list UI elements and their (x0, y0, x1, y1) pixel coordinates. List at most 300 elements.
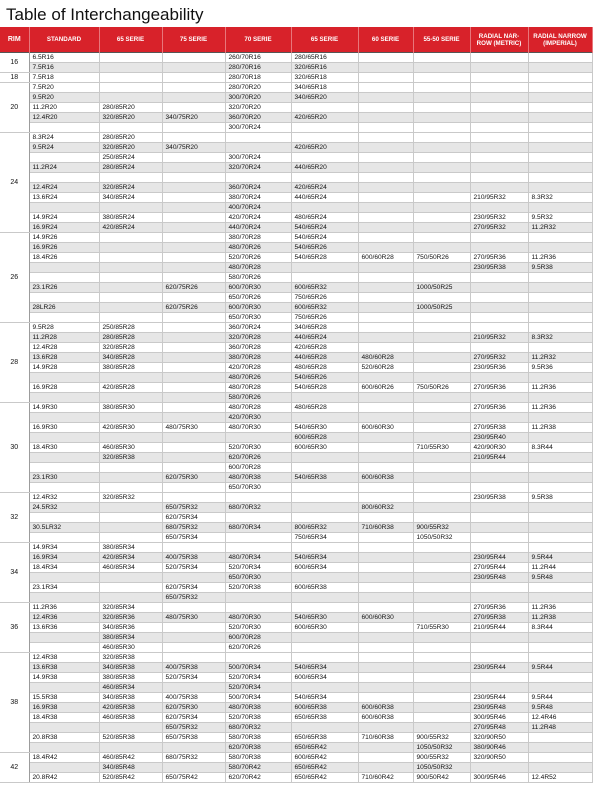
table-cell (358, 343, 413, 353)
table-cell: 11.2R38 (528, 423, 592, 433)
table-cell (413, 213, 470, 223)
table-cell: 600/60R30 (358, 423, 413, 433)
table-cell: 340/85R36 (99, 623, 162, 633)
table-cell: 650/65R42 (291, 743, 358, 753)
table-cell (358, 513, 413, 523)
table-cell: 320/85R20 (99, 143, 162, 153)
table-row (0, 583, 592, 593)
table-cell: 540/65R34 (291, 693, 358, 703)
table-cell (162, 173, 225, 183)
table-cell (99, 583, 162, 593)
table-cell (358, 543, 413, 553)
table-cell (29, 393, 99, 403)
table-cell (99, 233, 162, 243)
table-cell (413, 613, 470, 623)
table-cell (162, 443, 225, 453)
table-cell: 460/85R38 (99, 713, 162, 723)
table-cell (413, 463, 470, 473)
table-cell (99, 523, 162, 533)
table-row (0, 743, 592, 753)
table-row (0, 433, 592, 443)
table-cell: 380/85R28 (99, 363, 162, 373)
table-cell (162, 453, 225, 463)
table-cell (29, 293, 99, 303)
table-cell: 340/85R24 (99, 193, 162, 203)
table-cell (528, 523, 592, 533)
table-cell: 460/85R30 (99, 643, 162, 653)
table-cell (413, 233, 470, 243)
table-cell: 420/70R28 (225, 363, 291, 373)
table-cell (291, 203, 358, 213)
table-cell (470, 293, 528, 303)
table-cell (291, 393, 358, 403)
table-cell (528, 233, 592, 243)
table-cell: 300/70R24 (225, 123, 291, 133)
table-cell: 650/75R34 (162, 533, 225, 543)
table-cell (29, 413, 99, 423)
table-cell: 210/95R44 (470, 453, 528, 463)
table-cell (413, 653, 470, 663)
table-row (0, 643, 592, 653)
table-cell: 620/75R34 (162, 513, 225, 523)
table-cell (358, 83, 413, 93)
table-cell: 650/65R42 (291, 763, 358, 773)
table-cell: 320/90R50 (470, 733, 528, 743)
table-cell (528, 453, 592, 463)
table-row (0, 53, 592, 63)
table-cell (358, 403, 413, 413)
table-cell: 650/70R30 (225, 313, 291, 323)
table-cell: 11.2R20 (29, 103, 99, 113)
table-cell: 750/65R26 (291, 313, 358, 323)
table-cell: 500/70R34 (225, 693, 291, 703)
table-cell (358, 193, 413, 203)
table-cell: 710/55R30 (413, 443, 470, 453)
table-cell: 11.2R36 (29, 603, 99, 613)
table-cell: 11.2R36 (528, 253, 592, 263)
table-cell (225, 143, 291, 153)
table-cell: 320/85R38 (99, 453, 162, 463)
table-row (0, 193, 592, 203)
table-cell (413, 503, 470, 513)
table-cell (162, 103, 225, 113)
table-cell (470, 313, 528, 323)
table-cell (291, 653, 358, 663)
table-cell (29, 593, 99, 603)
table-row (0, 663, 592, 673)
table-cell: 320/85R20 (99, 113, 162, 123)
table-cell: 460/85R30 (99, 443, 162, 453)
table-cell: 440/65R28 (291, 353, 358, 363)
table-cell (528, 673, 592, 683)
table-cell: 900/55R32 (413, 523, 470, 533)
table-cell: 280/70R18 (225, 73, 291, 83)
table-cell (358, 563, 413, 573)
table-cell: 480/70R30 (225, 423, 291, 433)
table-cell: 340/85R28 (99, 353, 162, 363)
table-cell: 9.5R44 (528, 663, 592, 673)
table-cell (413, 643, 470, 653)
table-cell: 9.5R44 (528, 553, 592, 563)
table-cell: 480/70R38 (225, 473, 291, 483)
table-cell (162, 643, 225, 653)
table-cell (528, 413, 592, 423)
table-cell (528, 73, 592, 83)
table-cell (162, 343, 225, 353)
table-row (0, 453, 592, 463)
table-header (0, 27, 592, 53)
table-cell (162, 493, 225, 503)
table-cell: 320/85R32 (99, 493, 162, 503)
table-cell: 270/95R36 (470, 403, 528, 413)
table-cell: 16.9R24 (29, 223, 99, 233)
table-cell (99, 253, 162, 263)
table-cell (358, 683, 413, 693)
table-cell (413, 393, 470, 403)
table-cell: 14.9R24 (29, 213, 99, 223)
table-cell: 520/70R38 (225, 583, 291, 593)
table-cell (413, 173, 470, 183)
table-cell (291, 603, 358, 613)
table-cell: 30.5LR32 (29, 523, 99, 533)
table-cell: 650/65R38 (291, 713, 358, 723)
table-cell (470, 643, 528, 653)
table-cell (413, 513, 470, 523)
table-cell: 9.5R38 (528, 263, 592, 273)
table-cell: 320/70R20 (225, 103, 291, 113)
table-cell (162, 263, 225, 273)
table-cell (413, 493, 470, 503)
table-cell: 360/70R24 (225, 323, 291, 333)
table-cell: 420/85R34 (99, 553, 162, 563)
table-row (0, 323, 592, 333)
table-row (0, 133, 592, 143)
table-cell: 540/65R34 (291, 663, 358, 673)
table-cell (99, 283, 162, 293)
table-cell (528, 643, 592, 653)
table-cell (528, 103, 592, 113)
table-cell (291, 593, 358, 603)
table-row (0, 73, 592, 83)
table-cell (470, 503, 528, 513)
table-cell: 11.2R32 (528, 353, 592, 363)
table-cell: 600/60R28 (358, 253, 413, 263)
table-cell: 600/65R34 (291, 563, 358, 573)
table-cell (291, 123, 358, 133)
table-cell (528, 183, 592, 193)
table-cell (413, 683, 470, 693)
table-cell: 600/70R28 (225, 463, 291, 473)
table-cell: 18.4R26 (29, 253, 99, 263)
table-cell: 650/65R42 (291, 773, 358, 783)
table-cell (413, 433, 470, 443)
table-cell: 420/65R24 (291, 183, 358, 193)
table-cell (528, 513, 592, 523)
table-cell: 14.9R30 (29, 403, 99, 413)
table-row (0, 733, 592, 743)
table-cell: 420/85R38 (99, 703, 162, 713)
table-cell (162, 63, 225, 73)
table-cell (470, 323, 528, 333)
table-cell: 9.5R48 (528, 703, 592, 713)
table-cell (413, 243, 470, 253)
table-cell (413, 713, 470, 723)
table-cell: 9.5R48 (528, 573, 592, 583)
table-cell (528, 393, 592, 403)
table-cell: 600/65R32 (291, 303, 358, 313)
table-row (0, 423, 592, 433)
table-cell: 600/65R38 (291, 583, 358, 593)
table-cell (162, 763, 225, 773)
table-cell: 18.4R42 (29, 753, 99, 763)
table-cell (29, 723, 99, 733)
table-cell: 620/75R26 (162, 283, 225, 293)
table-cell: 520/70R34 (225, 683, 291, 693)
table-cell: 580/70R42 (225, 763, 291, 773)
table-row (0, 343, 592, 353)
table-cell (358, 213, 413, 223)
table-cell: 600/65R38 (291, 703, 358, 713)
table-cell: 520/70R34 (225, 563, 291, 573)
table-cell: 14.9R38 (29, 673, 99, 683)
table-cell (99, 173, 162, 183)
table-row (0, 483, 592, 493)
table-cell (358, 133, 413, 143)
table-cell: 480/70R34 (225, 553, 291, 563)
table-cell (413, 373, 470, 383)
table-cell: 11.2R38 (528, 613, 592, 623)
table-row (0, 403, 592, 413)
table-cell: 7.5R18 (29, 73, 99, 83)
table-cell: 8.3R32 (528, 193, 592, 203)
table-cell (413, 123, 470, 133)
table-cell (162, 233, 225, 243)
table-cell: 11.2R24 (29, 163, 99, 173)
table-cell: 250/85R28 (99, 323, 162, 333)
table-row (0, 173, 592, 183)
table-cell: 600/70R30 (225, 303, 291, 313)
table-cell (291, 683, 358, 693)
table-cell (470, 133, 528, 143)
table-cell: 340/85R48 (99, 763, 162, 773)
table-cell (162, 413, 225, 423)
table-cell (528, 463, 592, 473)
table-cell: 650/70R30 (225, 483, 291, 493)
table-cell (358, 653, 413, 663)
table-cell: 620/75R30 (162, 703, 225, 713)
table-cell (413, 353, 470, 363)
table-cell (470, 303, 528, 313)
table-cell: 800/60R32 (358, 503, 413, 513)
table-cell (358, 493, 413, 503)
table-cell (358, 453, 413, 463)
table-cell: 650/70R26 (225, 293, 291, 303)
table-cell (291, 513, 358, 523)
table-cell (162, 313, 225, 323)
table-cell (29, 273, 99, 283)
table-cell (470, 543, 528, 553)
table-cell: 620/75R34 (162, 583, 225, 593)
table-cell (99, 293, 162, 303)
header-70-serie: 70 SERIE (225, 27, 291, 53)
table-cell (470, 683, 528, 693)
table-cell: 900/55R32 (413, 733, 470, 743)
table-cell (358, 603, 413, 613)
table-cell: 650/65R38 (291, 733, 358, 743)
table-row (0, 143, 592, 153)
table-cell (413, 573, 470, 583)
table-cell: 540/65R30 (291, 613, 358, 623)
table-cell: 300/95R46 (470, 713, 528, 723)
table-cell: 300/70R20 (225, 93, 291, 103)
header-55-50-serie: 55-50 SERIE (413, 27, 470, 53)
table-cell: 13.6R38 (29, 663, 99, 673)
table-cell (29, 463, 99, 473)
table-cell: 270/95R38 (470, 613, 528, 623)
table-cell (470, 633, 528, 643)
table-cell (99, 393, 162, 403)
header-standard: STANDARD (29, 27, 99, 53)
table-row (0, 233, 592, 243)
table-cell: 9.5R32 (528, 213, 592, 223)
table-cell: 1050/50R32 (413, 763, 470, 773)
table-row (0, 503, 592, 513)
table-cell: 420/65R20 (291, 113, 358, 123)
table-cell: 420/85R28 (99, 383, 162, 393)
table-cell (99, 63, 162, 73)
table-row (0, 273, 592, 283)
table-cell (413, 593, 470, 603)
table-row (0, 713, 592, 723)
table-cell (413, 403, 470, 413)
table-cell (528, 133, 592, 143)
table-row (0, 493, 592, 503)
rim-cell: 30 (0, 403, 29, 493)
table-cell: 13.6R28 (29, 353, 99, 363)
table-cell (99, 503, 162, 513)
table-cell (528, 753, 592, 763)
table-cell: 710/60R38 (358, 733, 413, 743)
table-row (0, 653, 592, 663)
table-cell: 540/65R26 (291, 243, 358, 253)
table-cell (528, 473, 592, 483)
table-row (0, 223, 592, 233)
table-cell (29, 513, 99, 523)
table-cell: 600/65R28 (291, 433, 358, 443)
table-cell (528, 763, 592, 773)
table-cell (413, 703, 470, 713)
table-cell (358, 183, 413, 193)
table-cell (162, 683, 225, 693)
table-cell (29, 763, 99, 773)
table-cell (528, 203, 592, 213)
rim-cell: 32 (0, 493, 29, 543)
table-cell (470, 113, 528, 123)
table-cell (413, 103, 470, 113)
table-cell (528, 483, 592, 493)
table-cell (99, 573, 162, 583)
table-cell (528, 283, 592, 293)
table-cell: 360/70R20 (225, 113, 291, 123)
table-cell (528, 63, 592, 73)
table-cell (528, 433, 592, 443)
table-cell (162, 253, 225, 263)
table-cell: 480/70R30 (225, 613, 291, 623)
table-cell: 230/95R32 (470, 213, 528, 223)
table-row (0, 243, 592, 253)
table-cell (99, 463, 162, 473)
table-cell: 540/65R24 (291, 233, 358, 243)
table-row (0, 183, 592, 193)
table-cell (528, 343, 592, 353)
table-cell (99, 473, 162, 483)
table-cell (291, 103, 358, 113)
table-cell (358, 673, 413, 683)
table-cell: 480/70R28 (225, 403, 291, 413)
table-cell (470, 93, 528, 103)
table-cell: 16.9R38 (29, 703, 99, 713)
table-cell (358, 393, 413, 403)
table-cell: 300/95R46 (470, 773, 528, 783)
table-cell (291, 453, 358, 463)
table-row (0, 443, 592, 453)
table-cell: 460/85R34 (99, 563, 162, 573)
table-cell: 28LR26 (29, 303, 99, 313)
table-cell: 650/75R38 (162, 733, 225, 743)
table-cell (99, 413, 162, 423)
table-cell: 440/65R20 (291, 163, 358, 173)
table-cell: 460/85R34 (99, 683, 162, 693)
table-cell: 320/85R38 (99, 653, 162, 663)
table-cell (358, 53, 413, 63)
table-row (0, 543, 592, 553)
table-cell: 460/85R42 (99, 753, 162, 763)
table-row (0, 553, 592, 563)
table-cell (470, 273, 528, 283)
table-cell: 7.5R20 (29, 83, 99, 93)
table-cell: 380/70R24 (225, 193, 291, 203)
table-cell: 8.3R44 (528, 623, 592, 633)
table-row (0, 773, 592, 783)
table-cell (99, 73, 162, 83)
table-cell: 11.2R28 (29, 333, 99, 343)
header-65-serie: 65 SERIE (99, 27, 162, 53)
table-cell: 620/75R30 (162, 473, 225, 483)
table-cell (413, 143, 470, 153)
table-cell: 420/70R24 (225, 213, 291, 223)
table-cell (358, 743, 413, 753)
table-cell (291, 463, 358, 473)
table-cell (528, 543, 592, 553)
table-cell: 280/85R20 (99, 133, 162, 143)
table-cell (470, 673, 528, 683)
table-cell (413, 363, 470, 373)
table-cell: 230/95R48 (470, 703, 528, 713)
table-cell: 11.2R36 (528, 603, 592, 613)
table-cell: 750/50R26 (413, 383, 470, 393)
table-cell (291, 153, 358, 163)
table-cell: 9.5R36 (528, 363, 592, 373)
table-cell: 14.9R26 (29, 233, 99, 243)
table-row (0, 253, 592, 263)
table-cell (358, 443, 413, 453)
table-cell (528, 53, 592, 63)
table-cell (470, 343, 528, 353)
table-cell (291, 723, 358, 733)
table-cell: 400/75R38 (162, 663, 225, 673)
table-cell (358, 553, 413, 563)
table-cell (358, 263, 413, 273)
